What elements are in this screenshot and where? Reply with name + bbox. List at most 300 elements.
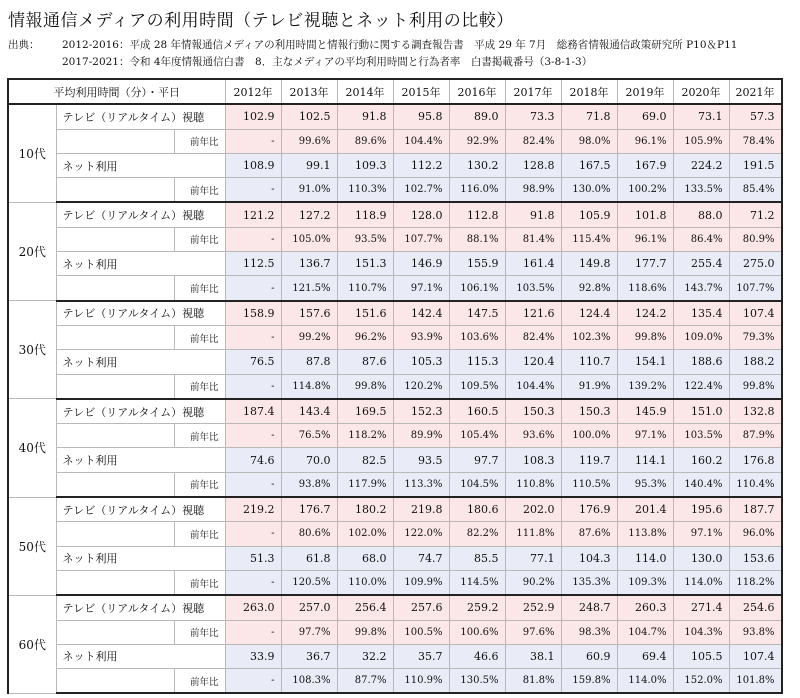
value-cell: 46.6	[449, 644, 505, 668]
page-title: 情報通信メディアの利用時間（テレビ視聴とネット利用の比較）	[8, 11, 514, 31]
spacer-cell	[56, 325, 174, 349]
tv-row	[8, 202, 782, 227]
yoy-cell: 100.0%	[561, 424, 617, 448]
metric-label-net: ネット利用	[56, 644, 225, 668]
value-cell: 188.2	[729, 350, 782, 374]
value-cell: 107.4	[729, 644, 782, 668]
yoy-label: 前年比	[174, 325, 225, 349]
age-label: 10代	[8, 104, 56, 202]
value-cell: 70.0	[281, 448, 337, 472]
year-header: 2015年	[393, 79, 449, 104]
yoy-cell: 117.9%	[337, 472, 393, 497]
net-yoy-row	[8, 472, 782, 497]
value-cell: 132.8	[729, 399, 782, 424]
age-label: 20代	[8, 202, 56, 300]
value-cell: 257.6	[393, 595, 449, 620]
value-cell: 73.1	[673, 104, 729, 129]
net-yoy-row	[8, 570, 782, 595]
value-cell: 69.4	[617, 644, 673, 668]
yoy-cell: 104.4%	[505, 374, 561, 399]
value-cell: 187.4	[225, 399, 281, 424]
spacer-cell	[56, 620, 174, 644]
value-cell: 33.9	[225, 644, 281, 668]
yoy-cell: 105.4%	[449, 424, 505, 448]
tv-row	[8, 399, 782, 424]
value-cell: 99.1	[281, 153, 337, 177]
source-line-1	[8, 37, 737, 54]
value-cell: 224.2	[673, 153, 729, 177]
value-cell: 188.6	[673, 350, 729, 374]
yoy-cell: 114.0%	[617, 669, 673, 694]
value-cell: 128.0	[393, 202, 449, 227]
value-cell: 256.4	[337, 595, 393, 620]
yoy-cell: 116.0%	[449, 178, 505, 203]
value-cell: 153.6	[729, 546, 782, 570]
yoy-cell: 82.4%	[505, 129, 561, 153]
yoy-cell: 118.2%	[729, 570, 782, 595]
yoy-cell: 109.9%	[393, 570, 449, 595]
yoy-label: 前年比	[174, 669, 225, 694]
yoy-cell: 90.2%	[505, 570, 561, 595]
spacer-cell	[56, 424, 174, 448]
yoy-cell: 109.0%	[673, 325, 729, 349]
spacer-cell	[56, 669, 174, 694]
metric-label-net: ネット利用	[56, 350, 225, 374]
yoy-cell: 103.5%	[505, 276, 561, 301]
yoy-cell: -	[225, 669, 281, 694]
yoy-label: 前年比	[174, 276, 225, 301]
yoy-cell: 95.3%	[617, 472, 673, 497]
year-header: 2017年	[505, 79, 561, 104]
yoy-cell: 87.6%	[561, 522, 617, 546]
yoy-cell: 98.9%	[505, 178, 561, 203]
spacer-cell	[56, 129, 174, 153]
spacer-cell	[56, 227, 174, 251]
value-cell: 149.8	[561, 252, 617, 276]
value-cell: 38.1	[505, 644, 561, 668]
value-cell: 142.4	[393, 301, 449, 326]
value-cell: 102.5	[281, 104, 337, 129]
value-cell: 61.8	[281, 546, 337, 570]
value-cell: 160.2	[673, 448, 729, 472]
value-cell: 69.0	[617, 104, 673, 129]
value-cell: 260.3	[617, 595, 673, 620]
header-corner: 平均利用時間（分）・平日	[8, 79, 225, 104]
value-cell: 180.2	[337, 497, 393, 522]
value-cell: 202.0	[505, 497, 561, 522]
value-cell: 71.8	[561, 104, 617, 129]
value-cell: 176.9	[561, 497, 617, 522]
yoy-cell: 89.9%	[393, 424, 449, 448]
value-cell: 263.0	[225, 595, 281, 620]
yoy-cell: 100.6%	[449, 620, 505, 644]
value-cell: 176.7	[281, 497, 337, 522]
tv-yoy-row	[8, 522, 782, 546]
header-row	[8, 79, 782, 104]
tv-yoy-row	[8, 424, 782, 448]
yoy-label: 前年比	[174, 570, 225, 595]
yoy-cell: 87.9%	[729, 424, 782, 448]
value-cell: 89.0	[449, 104, 505, 129]
yoy-cell: 130.5%	[449, 669, 505, 694]
value-cell: 255.4	[673, 252, 729, 276]
value-cell: 150.3	[505, 399, 561, 424]
yoy-cell: 110.4%	[729, 472, 782, 497]
value-cell: 82.5	[337, 448, 393, 472]
yoy-cell: 79.3%	[729, 325, 782, 349]
value-cell: 73.3	[505, 104, 561, 129]
yoy-cell: 93.6%	[505, 424, 561, 448]
yoy-cell: 135.3%	[561, 570, 617, 595]
spacer-cell	[56, 570, 174, 595]
tv-yoy-row	[8, 227, 782, 251]
yoy-cell: 99.8%	[617, 325, 673, 349]
yoy-cell: 82.4%	[505, 325, 561, 349]
yoy-cell: 97.6%	[505, 620, 561, 644]
yoy-cell: -	[225, 620, 281, 644]
yoy-cell: 96.1%	[617, 227, 673, 251]
value-cell: 155.9	[449, 252, 505, 276]
value-cell: 151.0	[673, 399, 729, 424]
value-cell: 95.8	[393, 104, 449, 129]
yoy-cell: 97.7%	[281, 620, 337, 644]
value-cell: 136.7	[281, 252, 337, 276]
yoy-cell: 107.7%	[729, 276, 782, 301]
value-cell: 91.8	[337, 104, 393, 129]
value-cell: 154.1	[617, 350, 673, 374]
value-cell: 254.6	[729, 595, 782, 620]
value-cell: 107.4	[729, 301, 782, 326]
yoy-cell: -	[225, 374, 281, 399]
yoy-cell: 104.3%	[673, 620, 729, 644]
yoy-cell: 81.8%	[505, 669, 561, 694]
yoy-cell: 99.6%	[281, 129, 337, 153]
tv-yoy-row	[8, 129, 782, 153]
yoy-cell: 105.0%	[281, 227, 337, 251]
value-cell: 120.4	[505, 350, 561, 374]
yoy-cell: -	[225, 178, 281, 203]
yoy-cell: 81.4%	[505, 227, 561, 251]
year-header: 2020年	[673, 79, 729, 104]
age-group	[8, 301, 782, 399]
metric-label-tv: テレビ（リアルタイム）視聴	[56, 497, 225, 522]
value-cell: 112.8	[449, 202, 505, 227]
tv-row	[8, 595, 782, 620]
yoy-cell: 114.5%	[449, 570, 505, 595]
yoy-cell: 87.7%	[337, 669, 393, 694]
value-cell: 195.6	[673, 497, 729, 522]
yoy-cell: 93.9%	[393, 325, 449, 349]
yoy-cell: 89.6%	[337, 129, 393, 153]
spacer-cell	[56, 178, 174, 203]
yoy-cell: 93.8%	[729, 620, 782, 644]
value-cell: 74.7	[393, 546, 449, 570]
yoy-cell: 80.6%	[281, 522, 337, 546]
value-cell: 101.8	[617, 202, 673, 227]
value-cell: 147.5	[449, 301, 505, 326]
value-cell: 32.2	[337, 644, 393, 668]
yoy-cell: 98.3%	[561, 620, 617, 644]
value-cell: 151.3	[337, 252, 393, 276]
yoy-cell: 93.5%	[337, 227, 393, 251]
yoy-cell: 88.1%	[449, 227, 505, 251]
value-cell: 88.0	[673, 202, 729, 227]
value-cell: 219.8	[393, 497, 449, 522]
yoy-cell: 98.0%	[561, 129, 617, 153]
source-text-2: 2017-2021：令和 4年度情報通信白書 8．主なメディアの平均利用時間と行為者率 白書掲載番号（3-8-1-3）	[62, 56, 593, 68]
value-cell: 68.0	[337, 546, 393, 570]
value-cell: 71.2	[729, 202, 782, 227]
yoy-cell: 104.5%	[449, 472, 505, 497]
year-header: 2014年	[337, 79, 393, 104]
yoy-cell: 78.4%	[729, 129, 782, 153]
age-group	[8, 202, 782, 300]
yoy-cell: 91.0%	[281, 178, 337, 203]
yoy-cell: 121.5%	[281, 276, 337, 301]
yoy-cell: 104.7%	[617, 620, 673, 644]
yoy-cell: 104.4%	[393, 129, 449, 153]
value-cell: 177.7	[617, 252, 673, 276]
value-cell: 105.5	[673, 644, 729, 668]
yoy-label: 前年比	[174, 472, 225, 497]
tv-yoy-row	[8, 620, 782, 644]
value-cell: 76.5	[225, 350, 281, 374]
value-cell: 252.9	[505, 595, 561, 620]
yoy-cell: -	[225, 522, 281, 546]
yoy-cell: 110.3%	[337, 178, 393, 203]
value-cell: 114.1	[617, 448, 673, 472]
value-cell: 108.3	[505, 448, 561, 472]
yoy-cell: 97.1%	[617, 424, 673, 448]
age-label: 40代	[8, 399, 56, 497]
net-row	[8, 644, 782, 668]
yoy-cell: -	[225, 570, 281, 595]
year-header: 2012年	[225, 79, 281, 104]
source-line-2	[8, 54, 737, 71]
net-row	[8, 350, 782, 374]
yoy-cell: 80.9%	[729, 227, 782, 251]
value-cell: 35.7	[393, 644, 449, 668]
value-cell: 124.2	[617, 301, 673, 326]
value-cell: 87.8	[281, 350, 337, 374]
yoy-cell: 99.8%	[729, 374, 782, 399]
yoy-label: 前年比	[174, 424, 225, 448]
value-cell: 121.6	[505, 301, 561, 326]
value-cell: 105.9	[561, 202, 617, 227]
yoy-cell: 130.0%	[561, 178, 617, 203]
yoy-cell: -	[225, 129, 281, 153]
value-cell: 180.6	[449, 497, 505, 522]
yoy-cell: 114.0%	[673, 570, 729, 595]
value-cell: 157.6	[281, 301, 337, 326]
value-cell: 219.2	[225, 497, 281, 522]
metric-label-net: ネット利用	[56, 153, 225, 177]
age-label: 60代	[8, 595, 56, 693]
metric-label-tv: テレビ（リアルタイム）視聴	[56, 301, 225, 326]
value-cell: 110.7	[561, 350, 617, 374]
year-header: 2018年	[561, 79, 617, 104]
spacer-cell	[56, 276, 174, 301]
net-row	[8, 153, 782, 177]
spacer-cell	[56, 374, 174, 399]
value-cell: 150.3	[561, 399, 617, 424]
value-cell: 91.8	[505, 202, 561, 227]
value-cell: 102.9	[225, 104, 281, 129]
yoy-cell: 159.8%	[561, 669, 617, 694]
value-cell: 176.8	[729, 448, 782, 472]
value-cell: 275.0	[729, 252, 782, 276]
year-header: 2013年	[281, 79, 337, 104]
spacer-cell	[56, 522, 174, 546]
tv-row	[8, 497, 782, 522]
yoy-cell: 114.8%	[281, 374, 337, 399]
yoy-cell: 76.5%	[281, 424, 337, 448]
value-cell: 169.5	[337, 399, 393, 424]
value-cell: 112.5	[225, 252, 281, 276]
metric-label-tv: テレビ（リアルタイム）視聴	[56, 595, 225, 620]
yoy-cell: 122.4%	[673, 374, 729, 399]
net-yoy-row	[8, 669, 782, 694]
value-cell: 187.7	[729, 497, 782, 522]
value-cell: 143.4	[281, 399, 337, 424]
value-cell: 115.3	[449, 350, 505, 374]
age-group	[8, 399, 782, 497]
yoy-label: 前年比	[174, 620, 225, 644]
yoy-cell: 100.5%	[393, 620, 449, 644]
value-cell: 135.4	[673, 301, 729, 326]
yoy-label: 前年比	[174, 227, 225, 251]
value-cell: 77.1	[505, 546, 561, 570]
net-yoy-row	[8, 178, 782, 203]
value-cell: 57.3	[729, 104, 782, 129]
yoy-cell: 109.3%	[617, 570, 673, 595]
yoy-cell: 115.4%	[561, 227, 617, 251]
yoy-cell: 99.8%	[337, 374, 393, 399]
yoy-cell: 110.9%	[393, 669, 449, 694]
yoy-cell: 110.8%	[505, 472, 561, 497]
year-header: 2021年	[729, 79, 782, 104]
yoy-cell: -	[225, 472, 281, 497]
yoy-cell: 101.8%	[729, 669, 782, 694]
value-cell: 191.5	[729, 153, 782, 177]
value-cell: 36.7	[281, 644, 337, 668]
yoy-cell: 103.5%	[673, 424, 729, 448]
age-label: 50代	[8, 497, 56, 595]
value-cell: 167.5	[561, 153, 617, 177]
source-note	[8, 37, 737, 71]
source-text-1: 2012-2016：平成 28 年情報通信メディアの利用時間と情報行動に関する調査報告書 平成 29 年 7月 総務省情報通信政策研究所 P10＆P11	[62, 39, 738, 51]
yoy-cell: 96.1%	[617, 129, 673, 153]
tv-row	[8, 104, 782, 129]
yoy-cell: 97.1%	[393, 276, 449, 301]
yoy-cell: 106.1%	[449, 276, 505, 301]
yoy-cell: 122.0%	[393, 522, 449, 546]
value-cell: 112.2	[393, 153, 449, 177]
yoy-cell: 109.5%	[449, 374, 505, 399]
age-group	[8, 497, 782, 595]
value-cell: 87.6	[337, 350, 393, 374]
value-cell: 128.8	[505, 153, 561, 177]
yoy-cell: 152.0%	[673, 669, 729, 694]
metric-label-net: ネット利用	[56, 252, 225, 276]
yoy-cell: 92.8%	[561, 276, 617, 301]
value-cell: 158.9	[225, 301, 281, 326]
metric-label-net: ネット利用	[56, 546, 225, 570]
value-cell: 74.6	[225, 448, 281, 472]
value-cell: 114.0	[617, 546, 673, 570]
net-yoy-row	[8, 374, 782, 399]
yoy-label: 前年比	[174, 374, 225, 399]
value-cell: 85.5	[449, 546, 505, 570]
yoy-cell: 93.8%	[281, 472, 337, 497]
yoy-label: 前年比	[174, 178, 225, 203]
value-cell: 130.2	[449, 153, 505, 177]
yoy-cell: 118.6%	[617, 276, 673, 301]
yoy-cell: -	[225, 227, 281, 251]
value-cell: 145.9	[617, 399, 673, 424]
yoy-cell: 120.5%	[281, 570, 337, 595]
value-cell: 105.3	[393, 350, 449, 374]
value-cell: 109.3	[337, 153, 393, 177]
age-label: 30代	[8, 301, 56, 399]
yoy-cell: 100.2%	[617, 178, 673, 203]
yoy-cell: 143.7%	[673, 276, 729, 301]
year-header: 2016年	[449, 79, 505, 104]
yoy-cell: 105.9%	[673, 129, 729, 153]
yoy-cell: 110.0%	[337, 570, 393, 595]
value-cell: 119.7	[561, 448, 617, 472]
yoy-label: 前年比	[174, 129, 225, 153]
yoy-cell: 113.3%	[393, 472, 449, 497]
yoy-cell: 99.8%	[337, 620, 393, 644]
yoy-cell: 102.0%	[337, 522, 393, 546]
value-cell: 118.9	[337, 202, 393, 227]
usage-time-table	[7, 78, 783, 694]
tv-yoy-row	[8, 325, 782, 349]
net-row	[8, 546, 782, 570]
yoy-cell: 85.4%	[729, 178, 782, 203]
age-group	[8, 595, 782, 693]
value-cell: 259.2	[449, 595, 505, 620]
value-cell: 167.9	[617, 153, 673, 177]
yoy-cell: -	[225, 325, 281, 349]
metric-label-tv: テレビ（リアルタイム）視聴	[56, 202, 225, 227]
value-cell: 201.4	[617, 497, 673, 522]
value-cell: 257.0	[281, 595, 337, 620]
yoy-cell: 99.2%	[281, 325, 337, 349]
yoy-cell: 107.7%	[393, 227, 449, 251]
spacer-cell	[56, 472, 174, 497]
value-cell: 248.7	[561, 595, 617, 620]
yoy-cell: 120.2%	[393, 374, 449, 399]
value-cell: 104.3	[561, 546, 617, 570]
yoy-cell: 96.2%	[337, 325, 393, 349]
value-cell: 121.2	[225, 202, 281, 227]
yoy-cell: 110.7%	[337, 276, 393, 301]
yoy-label: 前年比	[174, 522, 225, 546]
metric-label-tv: テレビ（リアルタイム）視聴	[56, 104, 225, 129]
yoy-cell: 103.6%	[449, 325, 505, 349]
net-row	[8, 448, 782, 472]
metric-label-net: ネット利用	[56, 448, 225, 472]
value-cell: 146.9	[393, 252, 449, 276]
net-yoy-row	[8, 276, 782, 301]
year-header: 2019年	[617, 79, 673, 104]
source-label: 出典：	[8, 39, 40, 51]
value-cell: 152.3	[393, 399, 449, 424]
tv-row	[8, 301, 782, 326]
yoy-cell: 102.3%	[561, 325, 617, 349]
